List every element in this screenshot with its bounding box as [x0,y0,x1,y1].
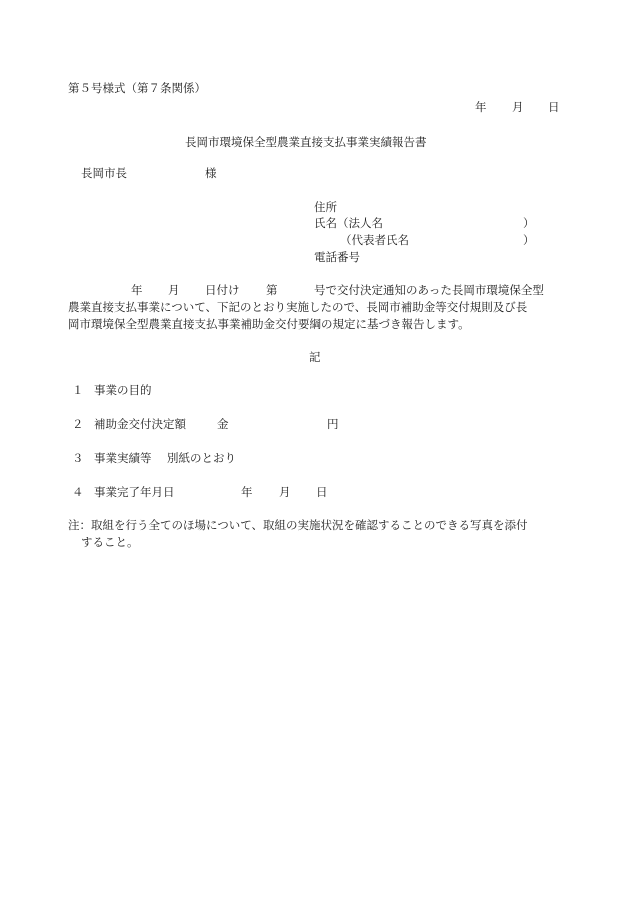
item-4-label: 事業完了年月日 [94,485,175,499]
item-2-label: 補助金交付決定額 [94,417,186,431]
phone-label: 電話番号 [314,250,360,264]
item-3-value: 別紙のとおり [167,451,236,465]
body-number-prefix: 第 [266,283,278,297]
name-label: 氏名（法人名 [314,216,383,230]
body-year: 年 [131,283,143,297]
item-3-number: ３ [72,451,84,465]
body-month: 月 [168,283,180,297]
item-4-year: 年 [241,485,253,499]
date-month: 月 [512,100,524,114]
note-line2: すること。 [81,535,139,549]
addressee-honorific: 様 [205,166,217,180]
form-number: 第５号様式（第７条関係） [68,81,206,95]
body-line3: 岡市環境保全型農業直接支払事業補助金交付要綱の規定に基づき報告します。 [68,317,470,331]
item-2-unit: 円 [327,417,339,431]
item-1-label: 事業の目的 [94,383,152,397]
date-year: 年 [475,100,487,114]
representative-label: （代表者氏名 [340,233,409,247]
item-2-number: ２ [72,417,84,431]
item-4-number: ４ [72,485,84,499]
body-line1-rest: 号で交付決定通知のあった長岡市環境保全型 [314,283,544,297]
representative-close-paren: ） [523,233,535,247]
item-4-day: 日 [316,485,328,499]
address-label: 住所 [314,200,337,214]
addressee-name: 長岡市長 [81,166,127,180]
ki-heading: 記 [309,350,321,364]
item-2-prefix: 金 [217,417,229,431]
name-close-paren: ） [523,216,535,230]
body-day: 日付け [205,283,240,297]
item-3-label: 事業実績等 [94,451,152,465]
item-1-number: １ [72,383,84,397]
date-day: 日 [548,100,560,114]
note-line1: 注：取組を行う全てのほ場について、取組の実施状況を確認することのできる写真を添付 [68,518,528,532]
item-4-month: 月 [279,485,291,499]
body-line2: 農業直接支払事業について、下記のとおり実施したので、長岡市補助金等交付規則及び長 [68,300,528,314]
document-title: 長岡市環境保全型農業直接支払事業実績報告書 [185,135,427,149]
